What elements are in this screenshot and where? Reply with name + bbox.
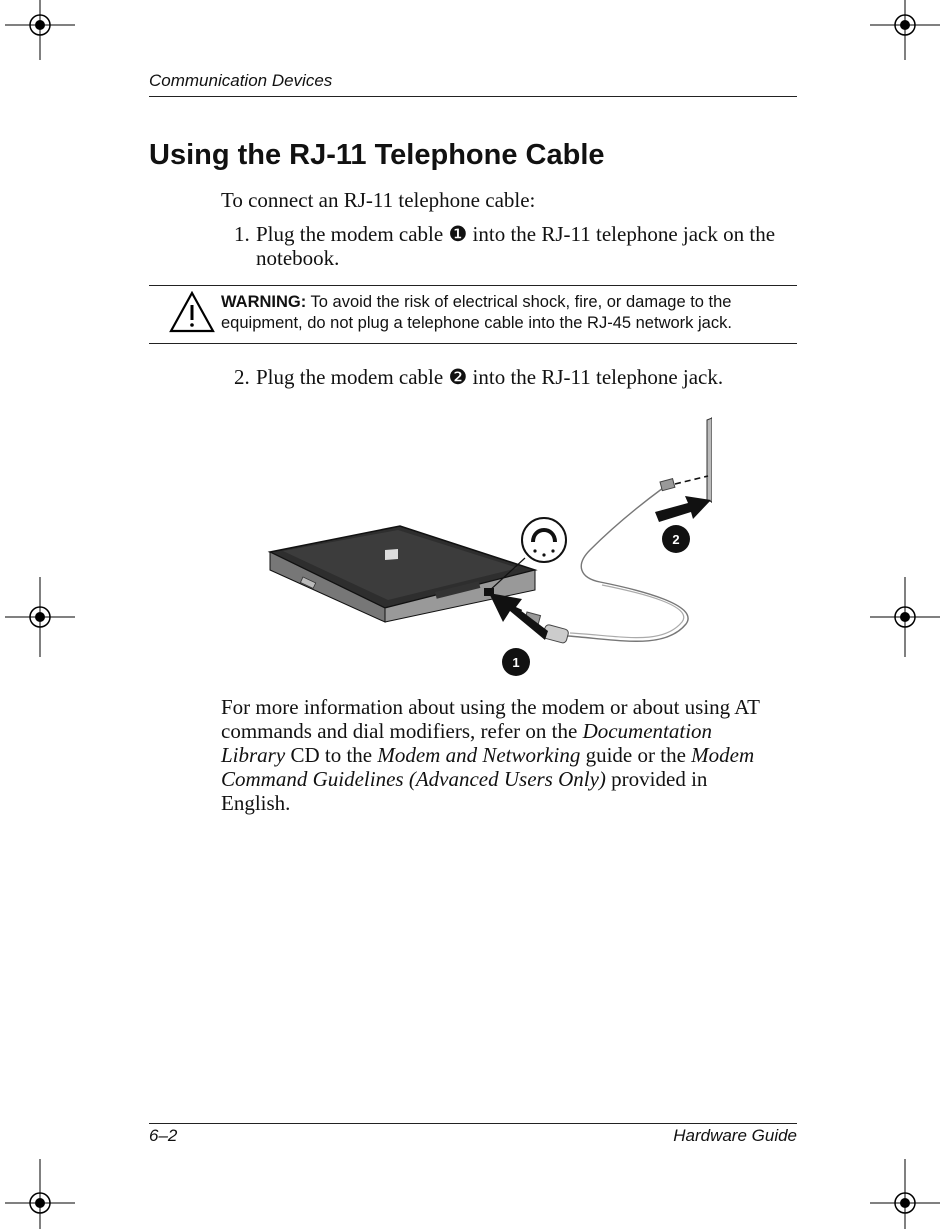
registration-mark-icon <box>865 0 945 65</box>
registration-mark-icon <box>0 577 80 657</box>
step-text: Plug the modem cable <box>256 222 449 246</box>
step-number: 1. <box>234 222 250 246</box>
warning-bottom-rule <box>149 343 797 344</box>
registration-mark-icon <box>865 1149 945 1229</box>
step-text: into the RJ-11 telephone jack. <box>467 365 724 389</box>
warning-text: To avoid the risk of electrical shock, fire, or damage to the <box>306 293 732 311</box>
intro-text: To connect an RJ-11 telephone cable: <box>221 188 536 212</box>
footer-rule <box>149 1123 797 1124</box>
registration-mark-icon <box>0 0 80 65</box>
page-title: Using the RJ-11 Telephone Cable <box>149 139 605 171</box>
arrow-icon <box>655 496 711 522</box>
warning-top-rule <box>149 285 797 286</box>
callout-1-label: 1 <box>512 655 520 670</box>
callout-1-icon: ❶ <box>448 222 468 246</box>
step-number: 2. <box>234 365 250 389</box>
step-text: into the RJ-11 telephone jack on the <box>467 222 776 246</box>
callout-2-label: 2 <box>672 532 680 547</box>
page-number: 6–2 <box>149 1126 178 1145</box>
registration-mark-icon <box>865 577 945 657</box>
step-text: notebook. <box>256 246 340 270</box>
warning-triangle-icon <box>169 291 215 333</box>
warning-text: equipment, do not plug a telephone cable into the RJ-45 network jack. <box>221 314 732 332</box>
guide-title: Hardware Guide <box>673 1126 797 1145</box>
callout-2-icon <box>662 525 690 553</box>
step-1 <box>234 222 804 272</box>
more-info-paragraph: For more information about using the modem or about using AT commands and dial modifiers, refer on the Documentation Library CD to the Modem and Networking guide or the Modem Command Guidelines (Advanced Users Only) provided in English. <box>221 695 760 815</box>
header-rule <box>149 96 797 97</box>
notebook-computer-icon <box>270 526 535 622</box>
warning-label: WARNING: <box>221 293 307 311</box>
running-header: Communication Devices <box>149 71 333 90</box>
callout-2-icon: ❷ <box>448 365 468 389</box>
registration-mark-icon <box>0 1149 80 1229</box>
step-text: Plug the modem cable <box>256 365 449 389</box>
warning-note <box>221 292 797 334</box>
step-2 <box>234 365 804 391</box>
callout-1-icon <box>502 648 530 676</box>
wall-jack-icon <box>707 408 712 502</box>
modem-connection-illustration <box>262 405 712 677</box>
